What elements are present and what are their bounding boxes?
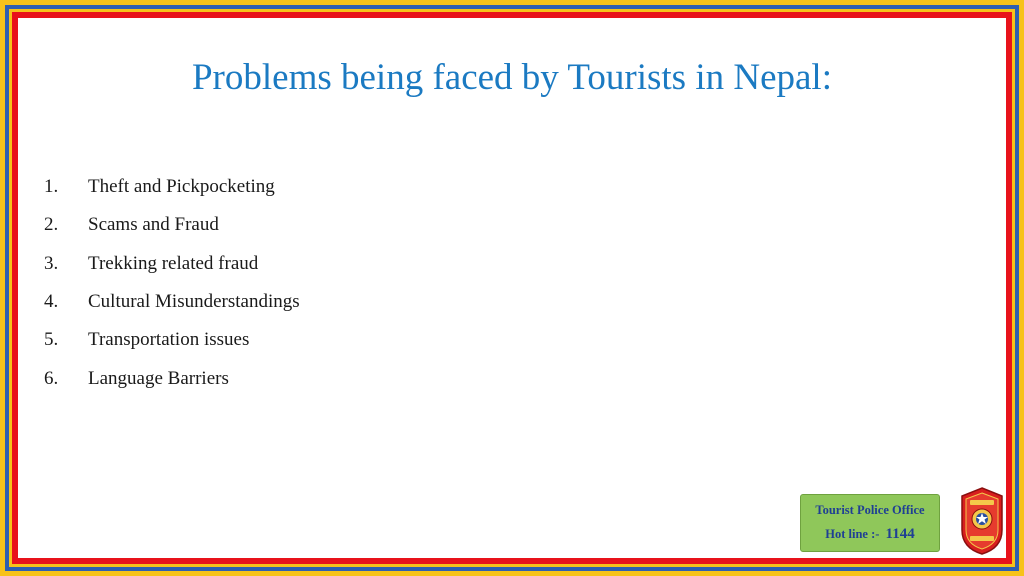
list-item bbox=[44, 359, 300, 397]
list-item-number: 2. bbox=[44, 214, 59, 236]
list-item bbox=[44, 321, 300, 359]
problems-list bbox=[44, 168, 300, 398]
list-item bbox=[44, 283, 300, 321]
list-item bbox=[44, 168, 300, 206]
list-item-text: Scams and Fraud bbox=[88, 214, 219, 236]
badge-office-name: Tourist Police Office bbox=[815, 503, 925, 517]
slide-content bbox=[18, 18, 1006, 558]
list-item-text: Transportation issues bbox=[88, 329, 250, 351]
list-item bbox=[44, 245, 300, 283]
list-item-text: Trekking related fraud bbox=[88, 252, 259, 274]
list-item-text: Language Barriers bbox=[88, 367, 229, 389]
badge-hotline bbox=[825, 526, 914, 543]
list-item-number: 6. bbox=[44, 367, 59, 389]
hotline-number: 1144 bbox=[885, 526, 915, 542]
list-item-number: 1. bbox=[44, 176, 59, 198]
list-item-number: 5. bbox=[44, 329, 59, 351]
tourist-police-badge bbox=[800, 494, 940, 552]
list-item bbox=[44, 206, 300, 244]
list-item-text: Cultural Misunderstandings bbox=[88, 291, 300, 313]
list-item-number: 3. bbox=[44, 252, 59, 274]
police-emblem-icon bbox=[958, 486, 1006, 556]
hotline-label: Hot line :- bbox=[825, 527, 880, 541]
slide-title: Problems being faced by Tourists in Nepal: bbox=[191, 57, 832, 98]
list-item-number: 4. bbox=[44, 291, 59, 313]
list-item-text: Theft and Pickpocketing bbox=[88, 176, 275, 198]
